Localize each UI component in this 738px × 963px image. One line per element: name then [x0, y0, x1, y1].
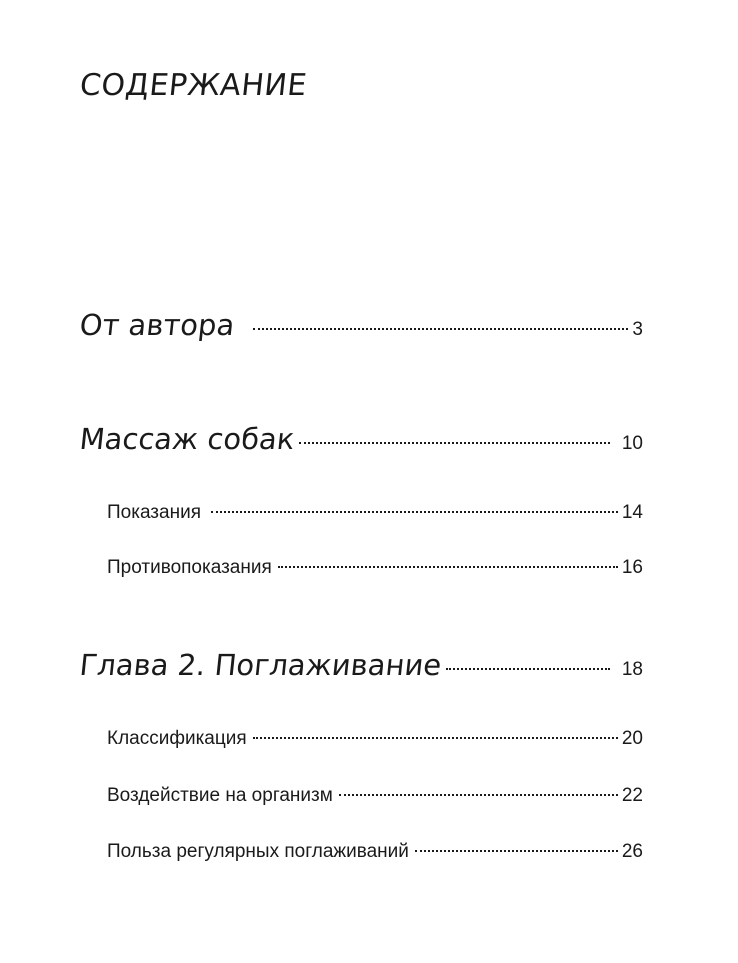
toc-page-number: 22	[621, 785, 643, 806]
dot-leader	[299, 442, 610, 444]
toc-entry-benefits[interactable]	[107, 841, 643, 863]
toc-page-number: 10	[621, 433, 643, 454]
toc-entry-title: Противопоказания	[107, 557, 272, 578]
dot-leader	[253, 328, 629, 330]
dot-leader	[446, 668, 610, 670]
toc-entry-indications[interactable]	[107, 502, 643, 524]
dot-leader	[339, 794, 618, 796]
toc-entry-title: Массаж собак	[78, 422, 297, 456]
toc-entry-title: Польза регулярных поглаживаний	[107, 841, 409, 862]
toc-entry-author[interactable]	[78, 308, 643, 342]
toc-entry-title: От автора	[78, 308, 237, 342]
toc-entry-classification[interactable]	[107, 728, 643, 750]
toc-entry-title: Классификация	[107, 728, 247, 749]
toc-page-number: 20	[621, 728, 643, 749]
toc-entry-contraindications[interactable]	[107, 557, 643, 579]
toc-entry-dog-massage[interactable]	[78, 422, 643, 456]
dot-leader	[211, 511, 618, 513]
toc-entry-title: Воздействие на организм	[107, 785, 333, 806]
toc-page-number: 16	[621, 557, 643, 578]
dot-leader	[253, 737, 618, 739]
toc-entry-title: Показания	[107, 502, 201, 523]
page-title: СОДЕРЖАНИЕ	[78, 68, 309, 103]
toc-page-number: 3	[632, 319, 643, 340]
toc-entry-chapter-2[interactable]	[78, 648, 643, 682]
toc-page-number: 26	[621, 841, 643, 862]
toc-entry-title: Глава 2. Поглаживание	[78, 648, 444, 682]
toc-entry-effect[interactable]	[107, 785, 643, 807]
dot-leader	[415, 850, 618, 852]
dot-leader	[278, 566, 618, 568]
toc-page-number: 18	[621, 659, 643, 680]
toc-page-number: 14	[621, 502, 643, 523]
